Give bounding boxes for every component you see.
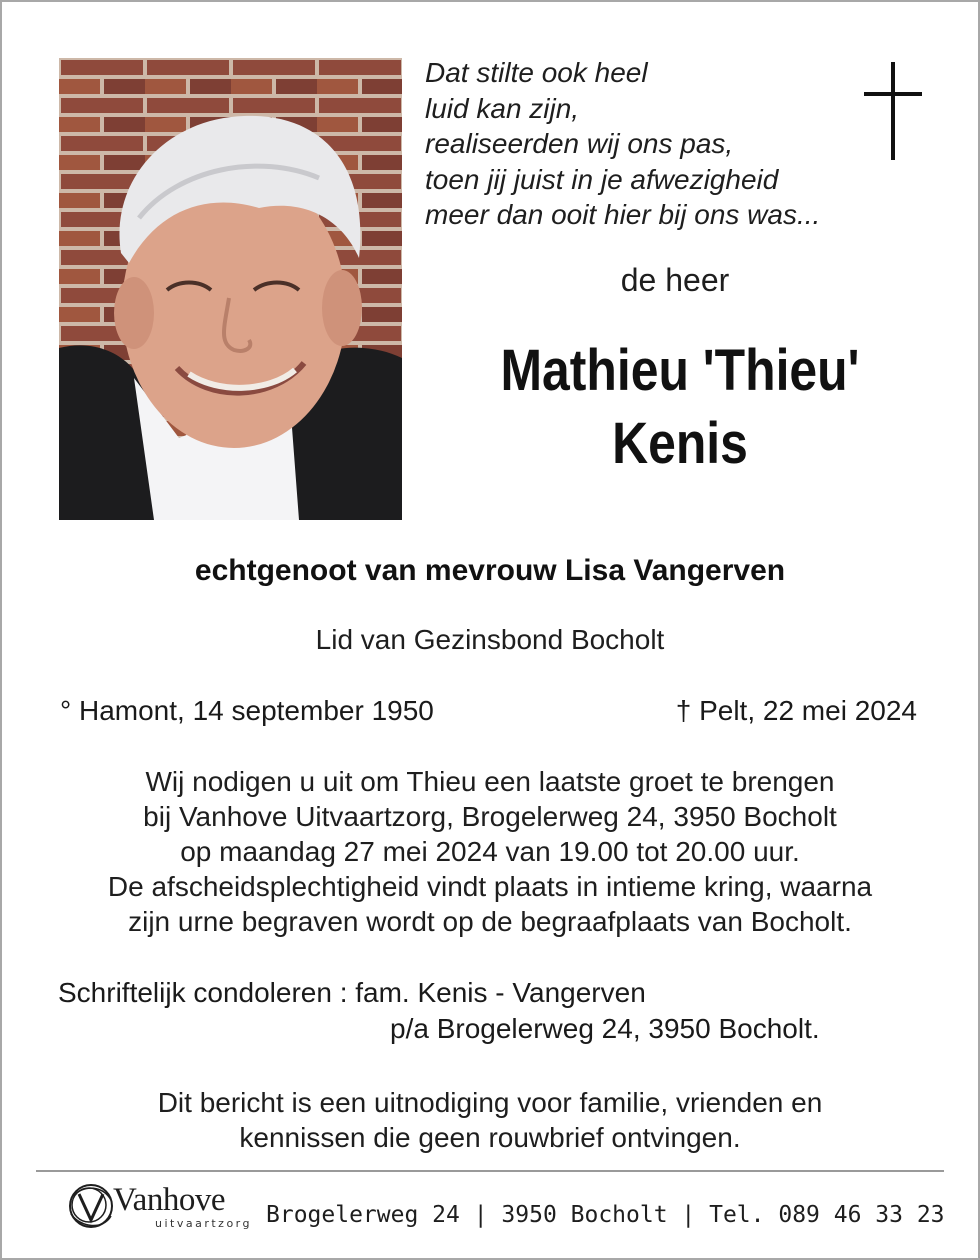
invitation-text xyxy=(0,764,980,939)
salutation: de heer xyxy=(620,262,730,298)
notice-line: Dit bericht is een uitnodiging voor familie, vrienden en xyxy=(157,1087,823,1118)
memorial-poem xyxy=(425,55,855,233)
poem-line: Dat stilte ook heel xyxy=(425,57,648,88)
notice-text xyxy=(0,1085,980,1155)
name-line-first: Mathieu 'Thieu' xyxy=(500,338,860,403)
poem-line: meer dan ooit hier bij ons was... xyxy=(425,199,821,230)
logo-name: Vanhove xyxy=(113,1182,225,1218)
name-line-last: Kenis xyxy=(612,411,748,476)
cross-icon xyxy=(864,62,922,160)
invitation-line: op maandag 27 mei 2024 van 19.00 tot 20.00 uur. xyxy=(180,836,800,867)
membership-line: Lid van Gezinsbond Bocholt xyxy=(315,624,665,655)
condolence-address: p/a Brogelerweg 24, 3950 Bocholt. xyxy=(390,1013,820,1044)
deceased-name xyxy=(456,334,903,480)
footer-divider xyxy=(36,1170,944,1172)
birth-info: ° Hamont, 14 september 1950 xyxy=(60,695,434,726)
logo-subtitle: uitvaartzorg xyxy=(155,1217,252,1230)
poem-line: luid kan zijn, xyxy=(425,92,580,124)
invitation-line: bij Vanhove Uitvaartzorg, Brogelerweg 24, 3950 Bocholt xyxy=(143,801,837,832)
poem-line: realiseerden wij ons pas, xyxy=(425,128,734,159)
notice-line: kennissen die geen rouwbrief ontvingen. xyxy=(239,1122,741,1153)
vanhove-logo xyxy=(65,1178,255,1236)
death-info: † Pelt, 22 mei 2024 xyxy=(675,695,917,726)
poem-line: toen jij juist in je afwezigheid xyxy=(425,163,779,195)
invitation-line: Wij nodigen u uit om Thieu een laatste groet te brengen xyxy=(145,766,835,797)
invitation-line: De afscheidsplechtigheid vindt plaats in intieme kring, waarna xyxy=(107,871,873,902)
condolence-label: Schriftelijk condoleren : fam. Kenis - Vangerven xyxy=(58,977,646,1008)
spouse-line: echtgenoot van mevrouw Lisa Vangerven xyxy=(194,554,786,587)
invitation-line: zijn urne begraven wordt op de begraafplaats van Bocholt. xyxy=(128,906,852,937)
logo-mark-icon xyxy=(65,1178,117,1234)
footer-contact: Brogelerweg 24 | 3950 Bocholt | Tel. 089 46 33 23 xyxy=(266,1202,945,1228)
portrait-photo xyxy=(59,58,402,520)
